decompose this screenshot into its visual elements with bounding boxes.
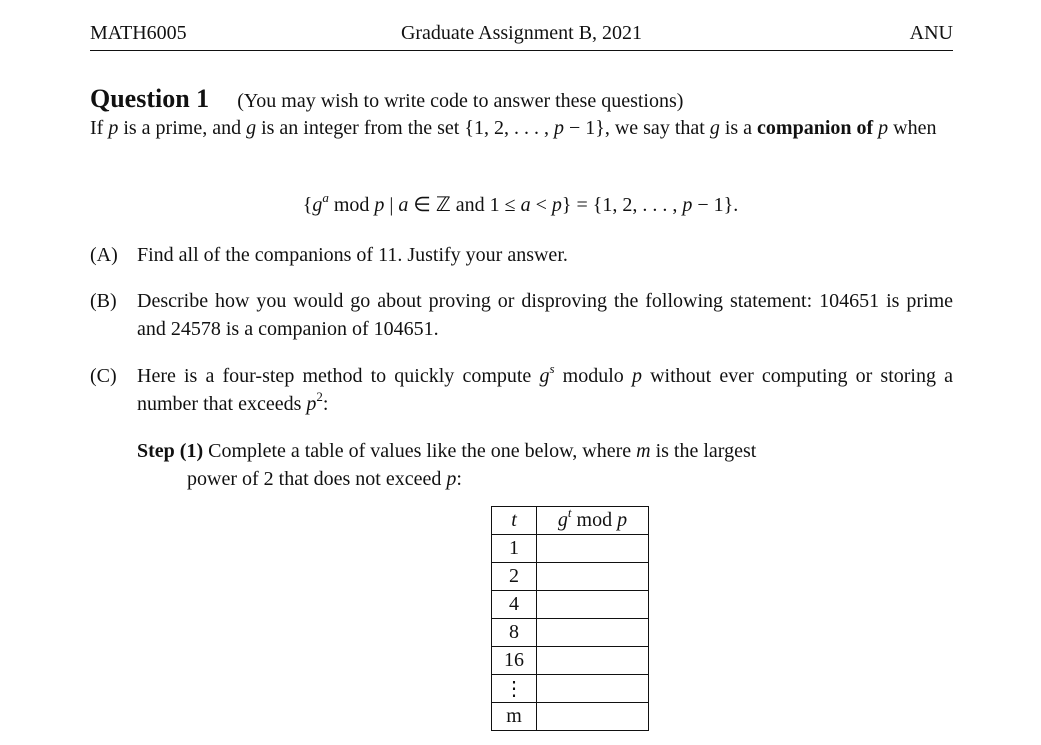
eq-part: | bbox=[384, 194, 399, 216]
eq-part: p bbox=[551, 194, 562, 216]
eq-part: a bbox=[520, 194, 531, 216]
table-row bbox=[492, 535, 649, 563]
eq-part: mod bbox=[328, 194, 375, 216]
math-g: g bbox=[557, 509, 568, 531]
part-c bbox=[90, 362, 953, 418]
math-m: m bbox=[636, 440, 651, 462]
eq-part: } = {1, 2, . . . , bbox=[561, 194, 683, 216]
step-1-text: is the largest bbox=[650, 440, 757, 462]
part-a-text: Find all of the companions of 11. Justify your answer. bbox=[137, 244, 568, 266]
eq-part: ∈ ℤ and 1 ≤ bbox=[408, 194, 521, 216]
table-row bbox=[492, 619, 649, 647]
intro-text: is a prime, and bbox=[118, 117, 247, 139]
header-mod: mod bbox=[571, 509, 618, 531]
part-b-text: Describe how you would go about proving or disproving the following statement: 104651 is prime and 24578 is a companion of 104651. bbox=[137, 290, 953, 340]
part-c-text bbox=[137, 362, 953, 418]
t-value: 2 bbox=[492, 563, 537, 591]
institution: ANU bbox=[909, 22, 953, 44]
part-c-segment: modulo bbox=[554, 365, 632, 387]
eq-part: g bbox=[312, 194, 323, 216]
t-value: 16 bbox=[492, 647, 537, 675]
table-row bbox=[492, 563, 649, 591]
math-p: p bbox=[306, 393, 317, 415]
empty-cell bbox=[537, 535, 649, 563]
part-a bbox=[90, 241, 953, 269]
eq-part: p bbox=[682, 194, 693, 216]
step-1-label: Step (1) bbox=[137, 440, 204, 462]
math-g: g bbox=[539, 365, 550, 387]
header-t: t bbox=[492, 507, 537, 535]
math-g: g bbox=[246, 117, 257, 139]
empty-cell bbox=[537, 591, 649, 619]
t-value: 4 bbox=[492, 591, 537, 619]
course-code: MATH6005 bbox=[90, 22, 187, 44]
t-value: 1 bbox=[492, 535, 537, 563]
math-p: p bbox=[108, 117, 119, 139]
math-g: g bbox=[709, 117, 720, 139]
intro-text: − 1}, we say that bbox=[563, 117, 710, 139]
part-a-label: (A) bbox=[90, 244, 118, 266]
table-row bbox=[492, 703, 649, 731]
part-c-label: (C) bbox=[90, 365, 117, 387]
math-p: p bbox=[446, 468, 457, 490]
eq-part: { bbox=[302, 194, 313, 216]
eq-part: p bbox=[374, 194, 385, 216]
assignment-title: Graduate Assignment B, 2021 bbox=[400, 22, 643, 44]
question-title: Question 1 bbox=[90, 84, 210, 113]
t-value: 8 bbox=[492, 619, 537, 647]
step-1-line-1 bbox=[137, 437, 953, 465]
empty-cell bbox=[537, 703, 649, 731]
intro-text: when bbox=[888, 117, 937, 139]
table-row bbox=[492, 647, 649, 675]
intro-text: If bbox=[90, 117, 109, 139]
part-b bbox=[90, 287, 953, 343]
eq-part: a bbox=[398, 194, 409, 216]
eq-part: < bbox=[530, 194, 552, 216]
step-1-text: Complete a table of values like the one below, where bbox=[203, 440, 637, 462]
math-p: p bbox=[878, 117, 889, 139]
superscript-t: t bbox=[567, 505, 572, 520]
page-header bbox=[90, 22, 953, 51]
step-1 bbox=[137, 437, 953, 493]
table-row bbox=[492, 591, 649, 619]
powers-table bbox=[491, 506, 649, 731]
eq-part: − 1}. bbox=[692, 194, 739, 216]
superscript-2: 2 bbox=[316, 389, 323, 404]
math-p: p bbox=[553, 117, 564, 139]
math-p: p bbox=[617, 509, 628, 531]
part-c-segment: without ever computing or storing a number that exceeds bbox=[137, 365, 954, 415]
empty-cell bbox=[537, 675, 649, 703]
superscript-s: s bbox=[549, 361, 555, 376]
empty-cell bbox=[537, 647, 649, 675]
intro-text: is an integer from the set {1, 2, . . . , bbox=[256, 117, 554, 139]
table-row bbox=[492, 675, 649, 703]
intro-text: is a bbox=[719, 117, 758, 139]
part-c-segment: Here is a four-step method to quickly compute bbox=[137, 365, 540, 387]
defined-term: companion of bbox=[757, 117, 874, 139]
math-p: p bbox=[631, 365, 642, 387]
t-value: m bbox=[492, 703, 537, 731]
empty-cell bbox=[537, 563, 649, 591]
t-value: ⋮ bbox=[492, 675, 537, 703]
step-1-text: : bbox=[456, 468, 462, 490]
question-heading bbox=[90, 84, 683, 114]
eq-superscript: a bbox=[322, 190, 329, 205]
table-header-row bbox=[492, 507, 649, 535]
part-b-label: (B) bbox=[90, 290, 117, 312]
step-1-text: power of 2 that does not exceed bbox=[187, 468, 447, 490]
display-equation bbox=[0, 192, 1041, 217]
header-g-power bbox=[537, 507, 649, 535]
empty-cell bbox=[537, 619, 649, 647]
intro-paragraph bbox=[90, 114, 953, 142]
step-1-line-2 bbox=[137, 465, 953, 493]
question-note: (You may wish to write code to answer these questions) bbox=[237, 90, 684, 112]
part-c-segment: : bbox=[322, 393, 329, 415]
